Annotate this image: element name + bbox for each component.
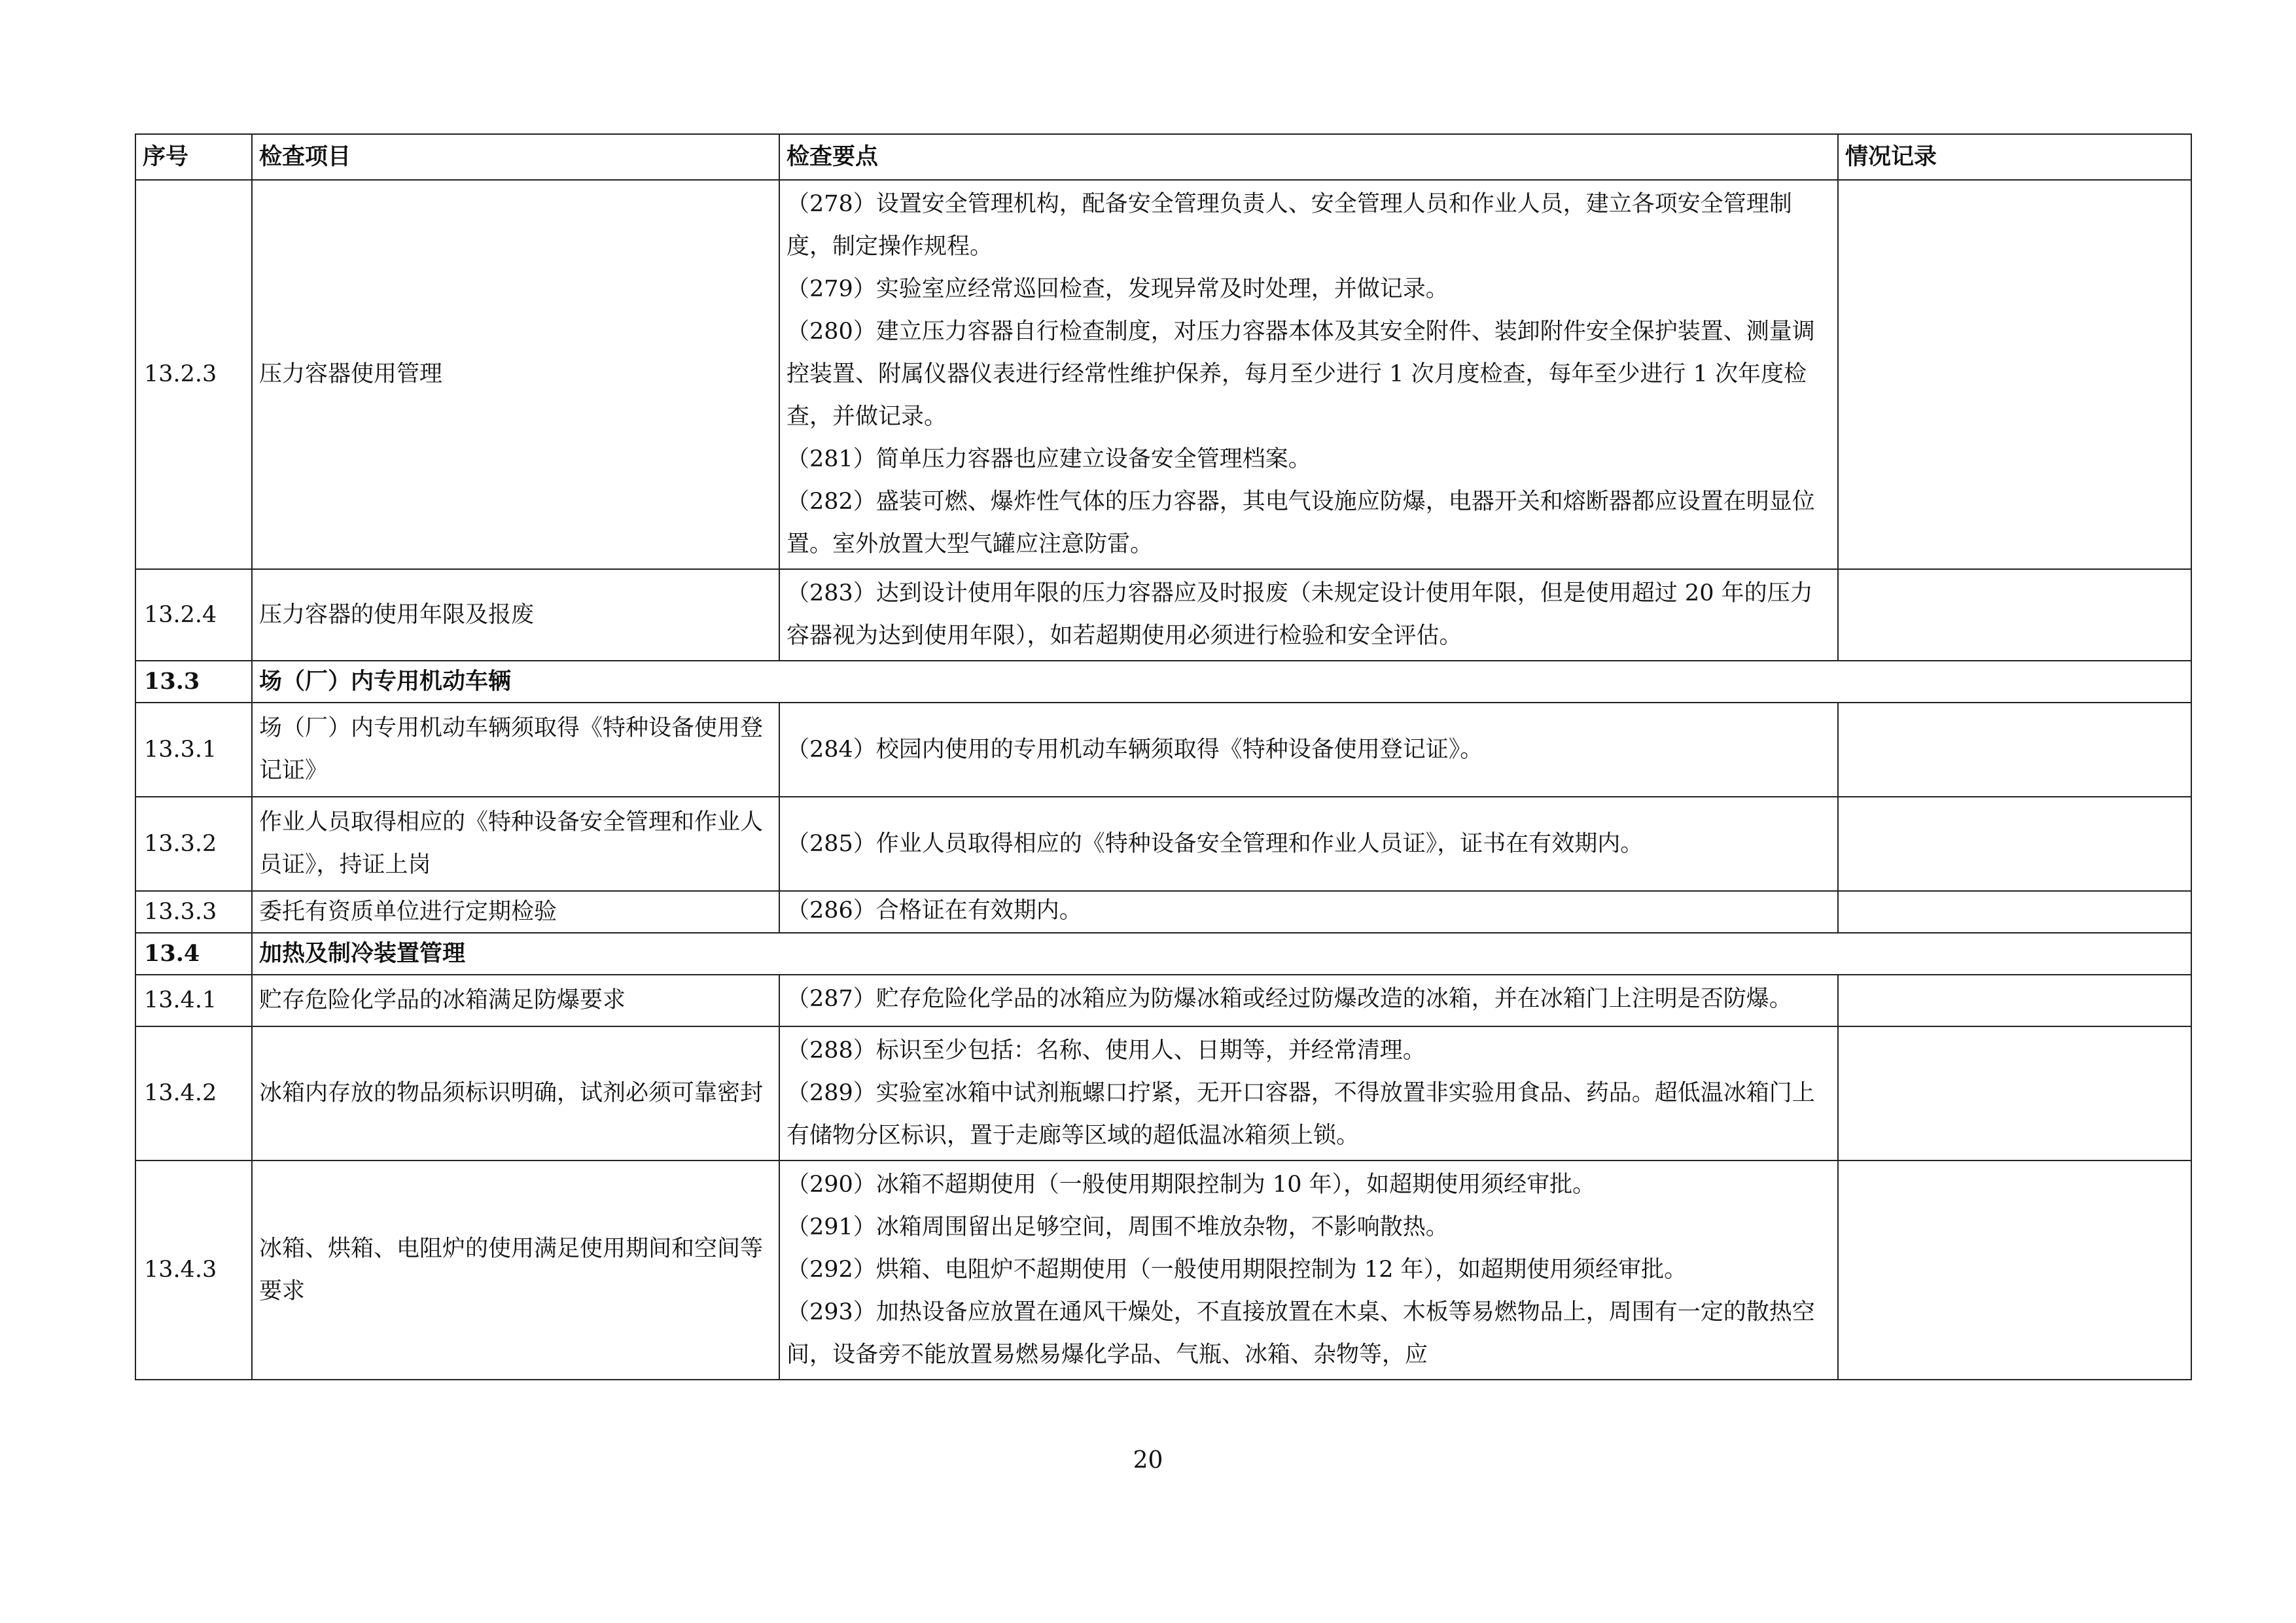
row-item: 场（厂）内专用机动车辆须取得《特种设备使用登记证》: [252, 703, 779, 797]
header-points: 检查要点: [779, 134, 1838, 180]
table-row: [135, 1026, 2191, 1161]
check-point: （287）贮存危险化学品的冰箱应为防爆冰箱或经过防爆改造的冰箱，并在冰箱门上注明是否防爆。: [786, 986, 1792, 1012]
check-point: （281）简单压力容器也应建立设备安全管理档案。: [786, 446, 1311, 472]
check-point: （285）作业人员取得相应的《特种设备安全管理和作业人员证》，证书在有效期内。: [786, 830, 1644, 857]
row-code: 13.4.3: [135, 1161, 252, 1380]
row-code: 13.4.1: [135, 975, 252, 1026]
check-point: （292）烘箱、电阻炉不超期使用（一般使用期限控制为 12 年），如超期使用须经审批。: [786, 1257, 1687, 1283]
row-code: 13.3.1: [135, 703, 252, 797]
row-record: [1838, 569, 2191, 661]
row-code: 13.3.2: [135, 797, 252, 891]
header-item: 检查项目: [252, 134, 779, 180]
row-record: [1838, 891, 2191, 933]
row-code: 13.2.4: [135, 569, 252, 661]
row-record: [1838, 975, 2191, 1026]
section-row-13-3: [135, 661, 2191, 703]
row-record: [1838, 797, 2191, 891]
check-point: （286）合格证在有效期内。: [786, 898, 1082, 924]
row-points: [779, 1026, 1838, 1161]
table-header-row: [135, 134, 2191, 180]
section-row-13-4: [135, 933, 2191, 975]
check-point: （288）标识至少包括：名称、使用人、日期等，并经常清理。: [786, 1038, 1426, 1064]
check-point: （278）设置安全管理机构，配备安全管理负责人、安全管理人员和作业人员，建立各项安全管理制度，制定操作规程。: [786, 191, 1792, 260]
row-points: [779, 1161, 1838, 1380]
check-point: （280）建立压力容器自行检查制度，对压力容器本体及其安全附件、装卸附件安全保护装置、测量调控装置、附属仪器仪表进行经常性维护保养，每月至少进行 1 次月度检查，每年至少进行 1 次年度检查，并做记录。: [786, 319, 1815, 430]
row-points: [779, 703, 1838, 797]
section-code: 13.4: [135, 933, 252, 975]
table-row: [135, 180, 2191, 569]
row-code: 13.4.2: [135, 1026, 252, 1161]
row-record: [1838, 1026, 2191, 1161]
row-item: 贮存危险化学品的冰箱满足防爆要求: [252, 975, 779, 1026]
inspection-table: [135, 133, 2192, 1380]
row-item: 委托有资质单位进行定期检验: [252, 891, 779, 933]
row-record: [1838, 703, 2191, 797]
section-title: 加热及制冷装置管理: [252, 933, 2191, 975]
row-item: 压力容器使用管理: [252, 180, 779, 569]
check-point: （284）校园内使用的专用机动车辆须取得《特种设备使用登记证》。: [786, 736, 1483, 763]
row-item: 作业人员取得相应的《特种设备安全管理和作业人员证》，持证上岗: [252, 797, 779, 891]
row-item: 冰箱、烘箱、电阻炉的使用满足使用期间和空间等要求: [252, 1161, 779, 1380]
row-points: [779, 975, 1838, 1026]
table-row: [135, 703, 2191, 797]
row-item: 压力容器的使用年限及报废: [252, 569, 779, 661]
table-row: [135, 797, 2191, 891]
row-record: [1838, 180, 2191, 569]
section-title: 场（厂）内专用机动车辆: [252, 661, 2191, 703]
table-row: [135, 1161, 2191, 1380]
page-number: 20: [1133, 1447, 1163, 1474]
header-seq: 序号: [135, 134, 252, 180]
check-point: （289）实验室冰箱中试剂瓶螺口拧紧，无开口容器，不得放置非实验用食品、药品。超低温冰箱门上有储物分区标识，置于走廊等区域的超低温冰箱须上锁。: [786, 1080, 1815, 1149]
check-point: （290）冰箱不超期使用（一般使用期限控制为 10 年），如超期使用须经审批。: [786, 1172, 1596, 1198]
check-point: （293）加热设备应放置在通风干燥处，不直接放置在木桌、木板等易燃物品上，周围有一定的散热空间，设备旁不能放置易燃易爆化学品、气瓶、冰箱、杂物等，应: [786, 1299, 1815, 1368]
check-point: （282）盛装可燃、爆炸性气体的压力容器，其电气设施应防爆，电器开关和熔断器都应设置在明显位置。室外放置大型气罐应注意防雷。: [786, 489, 1815, 557]
table-row: [135, 891, 2191, 933]
table-row: [135, 975, 2191, 1026]
row-points: [779, 797, 1838, 891]
row-code: 13.3.3: [135, 891, 252, 933]
row-points: [779, 569, 1838, 661]
row-code: 13.2.3: [135, 180, 252, 569]
check-point: （283）达到设计使用年限的压力容器应及时报废（未规定设计使用年限，但是使用超过 20 年的压力容器视为达到使用年限），如若超期使用必须进行检验和安全评估。: [786, 580, 1813, 649]
check-point: （279）实验室应经常巡回检查，发现异常及时处理，并做记录。: [786, 276, 1449, 302]
check-point: （291）冰箱周围留出足够空间，周围不堆放杂物，不影响散热。: [786, 1214, 1449, 1240]
row-points: [779, 180, 1838, 569]
row-points: [779, 891, 1838, 933]
header-record: 情况记录: [1838, 134, 2191, 180]
row-record: [1838, 1161, 2191, 1380]
section-code: 13.3: [135, 661, 252, 703]
row-item: 冰箱内存放的物品须标识明确，试剂必须可靠密封: [252, 1026, 779, 1161]
table-row: [135, 569, 2191, 661]
